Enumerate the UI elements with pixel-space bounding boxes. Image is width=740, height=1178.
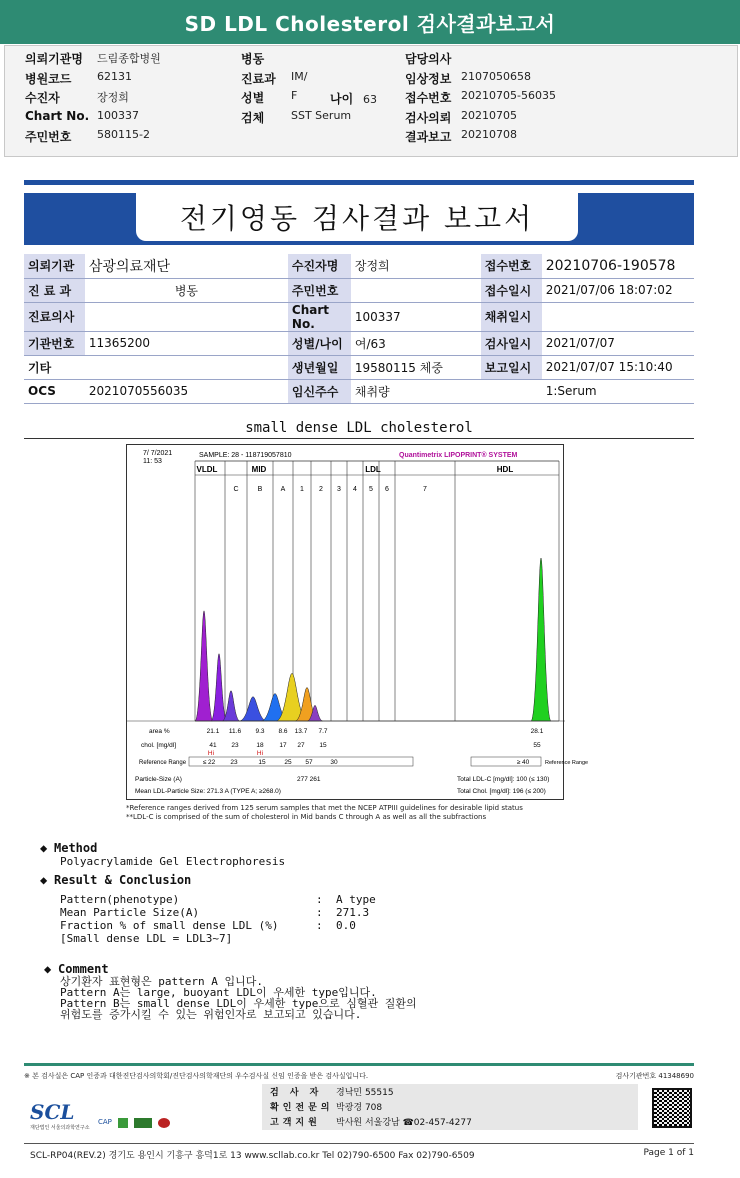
info-label: 기타 [24,355,85,379]
diamond-bullet-icon: ◆ [44,962,52,976]
peak-vldl [195,611,213,721]
info-label: 의뢰기관 [24,254,85,278]
seal-icon [158,1118,170,1128]
chart-time: 11: 53 [143,458,162,465]
info-value: 1:Serum [542,379,694,403]
chol-value: 41 [209,742,217,749]
chart-heading: small dense LDL cholesterol [24,420,694,439]
area-value: 7.7 [318,728,328,735]
header-field-value: 2107050658 [461,69,531,83]
sign-row [262,1084,638,1099]
mean-size: Mean LDL-Particle Size: 271.3 A (TYPE A; ≥268.0) [135,788,281,795]
chart-sample: SAMPLE: 28 - 118719057810 [199,452,292,459]
chol-hdl: 55 [533,742,541,749]
ref-value: 57 [305,759,313,766]
info-label: 채취일시 [481,302,542,331]
chol-value: 15 [319,742,327,749]
band-label: 7 [423,486,427,493]
info-label: OCS [24,379,85,403]
info-label: 보고일시 [481,355,542,379]
info-value [85,302,288,331]
info-value: 삼광의료재단 [85,254,288,278]
header-field [405,128,517,145]
result-key: Mean Particle Size(A) [60,906,200,919]
info-label [481,379,542,403]
comment-heading: Comment [58,962,109,976]
header-field [25,70,132,87]
comment-section [44,963,417,1020]
info-label: 성별/나이 [288,331,351,355]
area-value: 21.1 [206,728,220,735]
zone-label: VLDL [196,465,218,474]
sign-value: 경낙민 55515 [336,1088,394,1098]
info-value: 19580115 체중 [351,355,481,379]
result-sep: : [316,919,323,932]
result-item [60,906,376,919]
result-section [40,874,376,945]
info-value [85,355,288,379]
ref-side-label: Reference Range [545,760,589,766]
total-chol: Total Chol. [mg/dl]: 196 (≤ 200) [457,788,546,795]
result-key: Fraction % of small dense LDL (%) [60,919,279,932]
band-label: 5 [369,486,373,493]
header-field-label: 검사의뢰 [405,110,452,125]
info-value: 2021/07/07 15:10:40 [542,355,694,379]
ref-value: 25 [284,759,292,766]
header-field-value: 580115-2 [97,128,150,141]
info-label: 진료의사 [24,302,85,331]
info-value: 20210706-190578 [542,254,694,278]
zone-label: LDL [365,465,381,474]
comment-line: Pattern B는 small dense LDL이 우세한 type으로 심혈관 질환의 [60,997,417,1010]
result-value: 271.3 [336,906,370,919]
footer-address: SCL-RP04(REV.2) 경기도 용인시 기흥구 흥덕1로 13 www.scllab.co.kr Tel 02)790-6500 Fax 02)790-6509 [30,1151,475,1161]
sign-value: 박사원 서울강남 ☎02-457-4277 [336,1118,472,1128]
ref-value: 23 [230,759,238,766]
chol-value: 23 [231,742,239,749]
accreditation-logos [98,1118,170,1128]
header-field-value: 드림종합병원 [97,52,161,65]
header-field-label: 검체 [241,110,265,125]
band-label: 2 [319,486,323,493]
header-field [405,109,517,126]
area-value: 9.3 [255,728,265,735]
peak-vldl-2 [211,654,227,721]
diamond-bullet-icon: ◆ [40,841,48,855]
sign-key: 고객지원 [270,1118,321,1128]
info-label: 진 료 과 [24,278,85,302]
info-value: 11365200 [85,331,288,355]
psize-values: 277 261 [297,776,321,783]
header-field [241,89,297,106]
info-value [351,278,481,302]
info-label: 임신주수 [288,379,351,403]
chart-notes [126,804,523,822]
header-field-label: 병동 [241,52,265,66]
page-number: Page 1 of 1 [643,1148,694,1158]
header-field-label: 주민번호 [25,130,72,144]
result-heading: Result & Conclusion [54,873,192,887]
sheet-info-row [24,331,694,355]
sign-row [262,1114,638,1129]
ref-value: 15 [258,759,266,766]
diamond-bullet-icon: ◆ [40,873,48,887]
result-value: 0.0 [336,919,356,932]
ref-range-box-hdl [471,757,541,766]
sign-value: 박광경 708 [336,1103,383,1113]
header-field [405,50,461,67]
info-label: 접수일시 [481,278,542,302]
band-label: 3 [337,486,341,493]
header-field-value: 62131 [97,69,132,83]
header-age: 나이 63 [330,92,378,106]
sheet-info-table [24,254,694,404]
header-field [25,50,161,67]
band-label: A [280,486,286,493]
hi-flag: Hi [207,750,215,757]
result-note: [Small dense LDL = LDL3~7] [60,932,233,945]
header-field-label: 임상정보 [405,71,452,86]
chol-row-label: chol. [mg/dl] [141,742,177,749]
header-field-label: Chart No. [25,108,90,123]
header-field [241,109,351,126]
band-label: 1 [300,486,304,493]
info-value: 여/63 [351,331,481,355]
total-ldl: Total LDL-C [mg/dl]: 100 (≤ 130) [457,776,550,783]
chart-note-2: **LDL-C is comprised of the sum of cholesterol in Mid bands C through A as well as all the subfractions [126,813,487,821]
header-field [241,70,307,87]
signature-box [262,1084,638,1130]
sheet-top-rule [24,180,694,185]
area-hdl: 28.1 [530,728,544,735]
band-label: C [233,486,239,493]
footer-rule [24,1063,694,1066]
ref-value: ≤ 22 [202,759,216,766]
header-field-value: 100337 [97,108,139,122]
method-section [40,842,285,868]
cap-logo-icon: CAP [98,1118,112,1126]
info-value: 장정희 [351,254,481,278]
ref-hdl: ≥ 40 [516,759,530,766]
comment-line: Pattern A는 large, buoyant LDL이 우세한 type입니다. [60,986,377,999]
sheet-info-row [24,302,694,331]
chart-svg [127,445,589,801]
band-label: B [257,486,263,493]
patient-header [4,45,738,157]
header-field-label: 결과보고 [405,130,452,144]
header-field [405,70,531,87]
method-text: Polyacrylamide Gel Electrophoresis [60,855,286,868]
header-field-label: 진료과 [241,71,276,86]
info-value [542,302,694,331]
header-field-label: 병원코드 [25,71,72,86]
sheet-info-row [24,254,694,278]
header-field-value: 20210708 [461,128,517,141]
ref-value: 30 [330,759,338,766]
chol-value: 17 [279,742,287,749]
info-label: Chart No. [288,302,351,331]
header-field [25,89,129,106]
header-field-label: 의뢰기관명 [25,52,83,66]
sign-key: 검 사 자 [270,1088,323,1098]
header-field-value: IM/ [291,69,308,83]
sign-row [262,1099,638,1114]
header-field-value: 20210705-56035 [461,89,556,102]
bottom-rule [24,1143,694,1144]
info-value: 2021070556035 [85,379,288,403]
header-field-label: 성별 [241,91,265,105]
lab-mark-icon [118,1118,128,1128]
header-field-value: F [291,89,298,102]
info-value: 2021/07/07 [542,331,694,355]
sheet-info-row [24,379,694,403]
info-value: 2021/07/06 18:07:02 [542,278,694,302]
result-item [60,919,376,932]
header-field [241,50,291,67]
ref-row-label: Reference Range [139,760,187,766]
info-label: 수진자명 [288,254,351,278]
info-label: 생년월일 [288,355,351,379]
area-value: 13.7 [294,728,308,735]
band-label: 6 [385,486,389,493]
cert-text: ※ 본 검사실은 CAP 인증과 대한진단검사의학회/진단검사의학재단의 우수검사실 신임 인증을 받은 검사실입니다. [24,1072,369,1080]
area-value: 11.6 [228,728,242,735]
info-label: 접수번호 [481,254,542,278]
chol-value: 18 [256,742,264,749]
report-banner [0,0,740,44]
sheet-info-row [24,278,694,302]
info-label: 검사일시 [481,331,542,355]
ref-range-box [189,757,413,766]
chol-value: 27 [297,742,305,749]
info-value: 병동 [85,278,288,302]
band-label: 4 [353,486,357,493]
result-item [60,893,376,906]
comment-line: 상기환자 표현형은 pattern A 입니다. [60,975,263,988]
electrophoresis-chart [126,444,589,800]
method-heading: Method [54,841,98,855]
banner-title: SD LDL Cholesterol 검사결과보고서 [184,11,556,36]
chart-date: 7/ 7/2021 [143,450,173,457]
info-label: 기관번호 [24,331,85,355]
hi-flag: Hi [256,750,264,757]
area-row-label: area % [149,728,170,735]
chart-note-1: *Reference ranges derived from 125 serum samples that met the NCEP ATPIII guidelines for desirable lipid status [126,804,523,812]
peak-hdl [531,558,551,721]
comment-line: 위험도를 증가시킬 수 있는 위험인자로 보고되고 있습니다. [60,1008,362,1021]
header-field-value: SST Serum [291,108,352,122]
area-value: 8.6 [278,728,288,735]
info-label: 주민번호 [288,278,351,302]
peak-mid-b [239,697,267,721]
info-value: 100337 [351,302,481,331]
header-field-value: 20210705 [461,108,517,122]
header-field-value: 장정희 [97,91,129,104]
header-field [405,89,556,106]
zone-label: MID [251,465,267,474]
result-key: Pattern(phenotype) [60,893,180,906]
header-field-label: 접수번호 [405,91,452,105]
result-sep: : [316,906,323,919]
header-field-label: 수진자 [25,91,60,105]
chart-brand: Quantimetrix LIPOPRINT® SYSTEM [399,452,518,459]
qr-code-icon [652,1088,692,1128]
eqa-logo-icon [134,1118,152,1128]
info-value: 채취량 [351,379,481,403]
header-field [25,128,150,145]
org-number: 검사기관번호 41348690 [615,1072,694,1080]
psize-label: Particle-Size (A) [135,776,182,783]
sign-key: 확인전문의 [270,1103,334,1113]
scl-logo: SCL 재단법인 서울의과학연구소 [30,1100,90,1131]
zone-label: HDL [496,465,514,474]
sheet-title: 전기영동 검사결과 보고서 [136,193,578,241]
sheet-info-row [24,355,694,379]
result-value: A type [336,893,376,906]
header-field [25,109,139,123]
header-field-label: 담당의사 [405,52,452,66]
result-sep: : [316,893,323,906]
